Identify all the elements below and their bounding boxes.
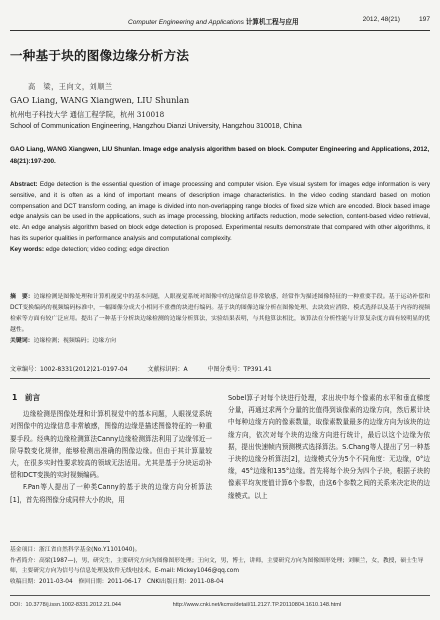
body-column-left (10, 392, 212, 506)
abstract-cn-label: 摘 要： (10, 294, 34, 300)
bottom-rule (10, 595, 430, 596)
abstract-en-text: Edge detection is the essential question of image processing and computer vision. Eye visual system for images edge information is very sensitive, and it is often as a kind of important means of description image characteristics. In the video coding standard based on motion compensation and DCT transform coding, an image is divided into non-overlapping range blocks of fixed size which are encoded. Block based image edge analysis can be used in the applications, such as image processing, blocking artifacts reduction, mode selection, content-based video retrieval, etc. An edge analysis algorithm based on block edge detection is proposed. Experimental results demonstrate that compared with other algorithms, it has its superior qualities in performance analysis and computational complexity. (10, 181, 430, 242)
cnki-url: http://www.cnki.net/kcms/detail/11.2127.TP.20110804.1610.148.html (172, 602, 342, 608)
body-paragraph: 边缘检测是图像处理和计算机视觉中的基本问题，人眼视觉系统对图像中的边缘信息非常敏感，图像的边缘是描述图像特征的一种重要手段。经典的边缘检测算法Canny边缘检测算法利用了边缘邻近一阶导数变化规律，能够检测出准确的图像边缘。但由于其计算量较大，在很多实时性要求较高的领域无法适用。尤其是基于分块运动补偿和DCT变换的实时视频编码。 (10, 410, 212, 480)
institution-cn: 杭州电子科技大学 通信工程学院，杭州 310018 (10, 110, 165, 119)
clc-number: 中图分类号：TP391.41 (207, 366, 272, 373)
journal-name-en: Computer Engineering and Applications (128, 19, 244, 26)
body-column-right (228, 392, 430, 502)
abstract-cn (10, 292, 430, 347)
page-number: 197 (418, 16, 430, 23)
section-title: 1 前言 (12, 393, 41, 402)
footnote-rule (10, 541, 110, 542)
fund-note: 基金项目：浙江省自然科学基金(No.Y1101040)。 (10, 547, 141, 553)
meta-rule (10, 378, 430, 379)
running-header (10, 16, 430, 28)
article-meta (10, 364, 430, 373)
authors-cn: 高 梁，王向文，刘顺兰 (28, 82, 113, 91)
doi-line (10, 600, 341, 608)
dates-note: 收稿日期：2011-03-04 修回日期：2011-06-17 CNKI出版日期：2011-08-04 (10, 578, 224, 585)
volume-issue: 2012, 48(21) (362, 16, 400, 23)
journal-name-cn: 计算机工程与应用 (245, 19, 299, 26)
authors-en: GAO Liang, WANG Xiangwen, LIU Shunlan (10, 95, 190, 105)
doc-number: 文章编号：1002-8331(2012)21-0197-04 (10, 366, 128, 373)
abstract-en-label: Abstract: (10, 181, 38, 188)
body-paragraph: F.Pan等人提出了一种类Canny的基于块的边缘方向分析算法[1]，首先将图像分成同样大小的块，用 (10, 483, 212, 504)
keywords-en: edge detection; video coding; edge direction (45, 245, 169, 253)
citation: GAO Liang, WANG Xiangwen, LIU Shunlan. Image edge analysis algorithm based on block. Computer Engineering and Applications, 2012, 48(21):197-200. (10, 146, 430, 165)
doi: DOI：10.3778/j.issn.1002-8331.2012.21.044 (10, 602, 122, 608)
abstract-cn-text: 边缘检测是图像处理和计算机视觉中的基本问题，人眼视觉系统对图像中的边缘信息非常敏感，经常作为描述图像特征的一种重要手段。基于运动补偿和DCT变换编码的视频编码标准中，一幅图像分成大小相同不重叠的块进行编码。基于块的图像边缘分析在图像处理、去块效应消除、模式选择以及基于内容的视频检索等方面有较广泛应用。提出了一种基于分析块边缘检测的边缘分析算法，实验结果表明，与其他算法相比，该算法在分析性能与计算复杂度方面有较明显的优越性。 (10, 294, 431, 333)
journal-name (128, 16, 299, 26)
keywords-cn: 边缘检测；视频编码；边缘方向 (33, 338, 117, 344)
header-rule (10, 30, 430, 31)
institution-en: School of Communication Engineering, Hangzhou Dianzi University, Hangzhou 310018, China (10, 123, 302, 130)
keywords-cn-label: 关键词： (10, 338, 34, 344)
paper-title: 一种基于块的图像边缘分析方法 (10, 48, 190, 63)
keywords-en-label: Key words: (10, 245, 44, 253)
abstract-en (10, 180, 430, 256)
author-bio: 作者简介：高梁(1987—)，男，研究生，主要研究方向为图像图形处理；王向文，男，博士，讲师，主要研究方向为图像图形处理；刘顺兰，女，教授，硕士生导师，主要研究方向为信号与信息处理及软件无线电技术。E-mail: Mickey1046@qq.com (10, 557, 424, 575)
doc-code: 文献标识码：A (147, 366, 188, 373)
body-paragraph: Sobel算子对每个块进行处理，求出块中每个像素的水平和垂直梯度分量，再通过求两个分量的比值得到该像素的边缘方向，然后累计块中每种边缘方向的像素数量，取像素数量最多的边缘方向为该块的边缘方向，依次对每个块的边缘方向进行统计，最后以这个边缘为依据，提出快速帧内预测模式选择算法。S.Chang等人提出了另一种基于块的边缘分析算法[2]，边缘模式分为5个不同角度：无边缘，0°边缘，45°边缘和135°边缘。首先将每个块分为四个子块，根据子块的像素平均灰度值计算6个参数，由这6个参数之间的关系来决定块的边缘模式。以上 (228, 394, 430, 500)
footnotes (10, 545, 430, 587)
